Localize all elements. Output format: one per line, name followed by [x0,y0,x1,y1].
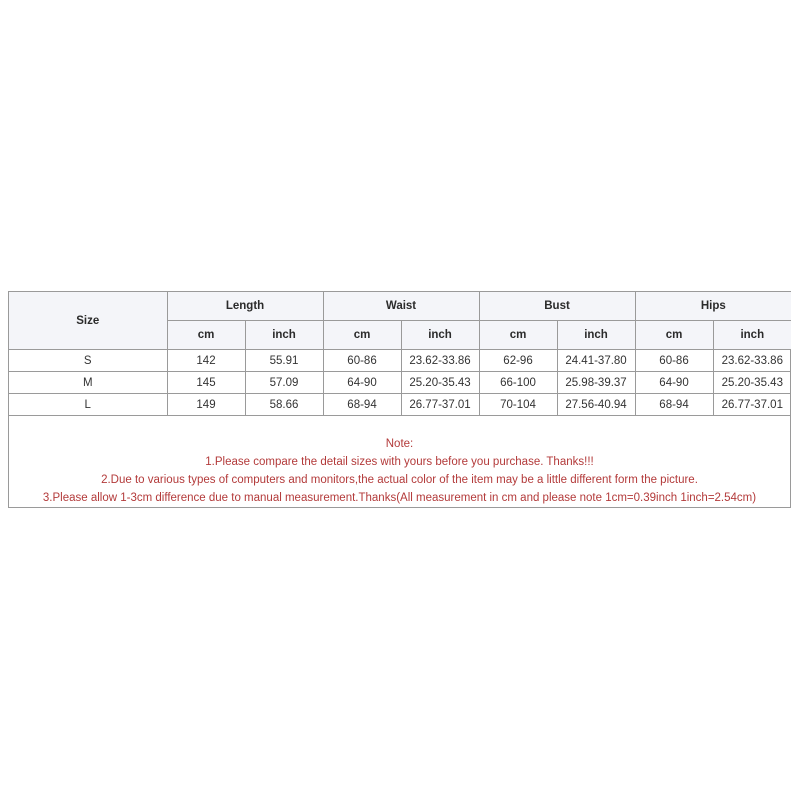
table-row [9,394,791,416]
waist-group-header: Waist [323,292,479,321]
table-cell: 66-100 [479,372,557,394]
table-row [9,372,791,394]
bust-group-header: Bust [479,292,635,321]
table-cell: 24.41-37.80 [557,350,635,372]
size-cell: M [9,372,167,394]
unit-header: inch [245,321,323,350]
table-cell: 60-86 [635,350,713,372]
table-cell: 64-90 [635,372,713,394]
size-cell: L [9,394,167,416]
table-cell: 60-86 [323,350,401,372]
table-cell: 25.98-39.37 [557,372,635,394]
unit-header: cm [479,321,557,350]
table-cell: 145 [167,372,245,394]
size-table [9,292,791,416]
table-cell: 64-90 [323,372,401,394]
table-cell: 149 [167,394,245,416]
length-group-header: Length [167,292,323,321]
table-cell: 57.09 [245,372,323,394]
table-cell: 68-94 [323,394,401,416]
unit-header: inch [557,321,635,350]
table-header-row [9,292,791,321]
size-cell: S [9,350,167,372]
hips-group-header: Hips [635,292,791,321]
notes-section [9,435,790,507]
note-line: 2.Due to various types of computers and monitors,the actual color of the item may be a little different form the picture. [101,474,698,486]
table-cell: 25.20-35.43 [713,372,791,394]
unit-header: inch [713,321,791,350]
size-chart [8,291,791,508]
note-line: 3.Please allow 1-3cm difference due to manual measurement.Thanks(All measurement in cm and please note 1cm=0.39inch 1inch=2.54cm) [42,492,757,504]
unit-header: cm [635,321,713,350]
note-line: 1.Please compare the detail sizes with yours before you purchase. Thanks!!! [205,456,594,468]
unit-header: cm [323,321,401,350]
table-cell: 25.20-35.43 [401,372,479,394]
unit-header: inch [401,321,479,350]
table-cell: 142 [167,350,245,372]
table-row [9,350,791,372]
size-column-header: Size [9,292,167,350]
table-cell: 26.77-37.01 [401,394,479,416]
table-cell: 68-94 [635,394,713,416]
table-cell: 55.91 [245,350,323,372]
table-cell: 26.77-37.01 [713,394,791,416]
table-cell: 23.62-33.86 [401,350,479,372]
note-title: Note: [385,438,414,450]
table-cell: 23.62-33.86 [713,350,791,372]
unit-header: cm [167,321,245,350]
table-cell: 62-96 [479,350,557,372]
table-cell: 58.66 [245,394,323,416]
table-cell: 70-104 [479,394,557,416]
table-cell: 27.56-40.94 [557,394,635,416]
